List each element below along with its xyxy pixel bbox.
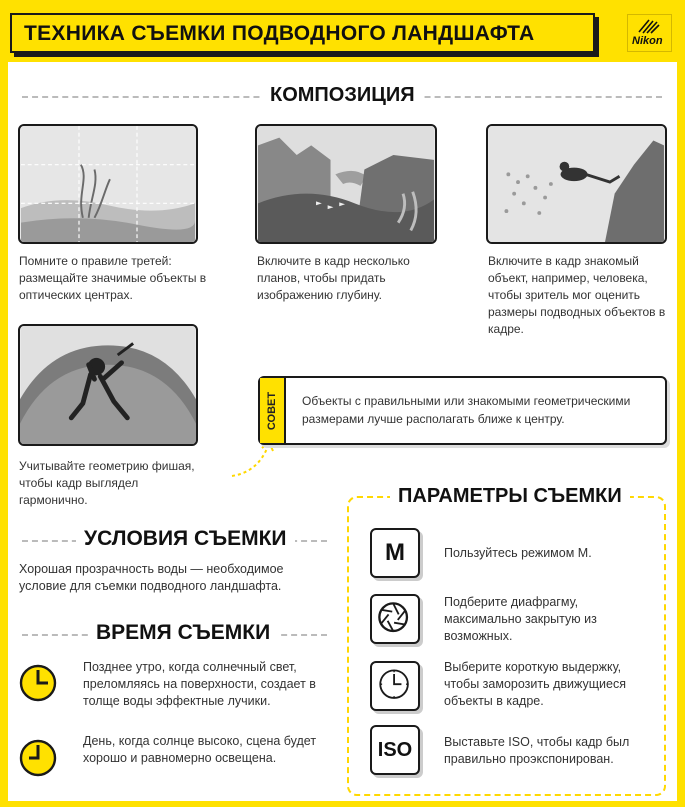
photo-rule-of-thirds [18,124,198,244]
time-item-2: День, когда солнце высоко, сцена будет хорошо и равномерно освещена. [83,734,317,765]
composition-heading: КОМПОЗИЦИЯ [262,84,423,107]
tip-label-tab [260,378,286,443]
iso-icon [370,725,420,775]
parameters-heading: ПАРАМЕТРЫ СЪЕМКИ [390,485,630,508]
time-heading: ВРЕМЯ СЪЕМКИ [88,621,278,645]
nikon-logo [627,14,672,52]
param-text-4: Выставьте ISO, чтобы кадр был правильно проэкспонирован. [444,735,630,766]
nikon-rays-icon [637,18,661,34]
shutter-clock-icon [370,661,420,711]
photo-layers [255,124,437,244]
param-text-2: Подберите диафрагму, максимально закрытую из возможных. [444,595,597,643]
caption-1: Помните о правиле третей: размещайте значимые объекты в оптических центрах. [19,254,207,302]
iso-label: ISO [377,738,413,761]
clock-quarter-icon [19,664,57,702]
brand-name: Nikon [632,35,663,47]
conditions-text: Хорошая прозрачность воды — необходимое условие для съемки подводного ландшафта. [19,562,284,593]
photo-diver [486,124,667,244]
mode-m-label: M [385,539,405,566]
tip-box [258,376,667,445]
aperture-icon [370,594,420,644]
mode-m-icon [370,528,420,578]
page-title-bar [10,13,595,53]
caption-4: Учитывайте геометрию фишая, чтобы кадр выглядел гармонично. [19,459,195,507]
param-text-1: Пользуйтесь режимом М. [444,546,592,560]
conditions-heading: УСЛОВИЯ СЪЕМКИ [76,527,295,551]
photo-fisheye [18,324,198,446]
tip-text: Объекты с правильными или знакомыми геометрическими размерами лучше располагать ближе к центру. [302,394,631,426]
param-text-3: Выберите короткую выдержку, чтобы заморозить движущиеся объекты в кадре. [444,660,626,708]
page-title: ТЕХНИКА СЪЕМКИ ПОДВОДНОГО ЛАНДШАФТА [24,22,535,45]
caption-2: Включите в кадр несколько планов, чтобы придать изображению глубину. [257,254,410,302]
time-item-1: Позднее утро, когда солнечный свет, преломляясь на поверхности, создает в толще воды эффектные лучики. [83,660,316,708]
clock-half-icon [19,739,57,777]
caption-3: Включите в кадр знакомый объект, например, человека, чтобы зритель мог оценить размеры подводных объектов в кадре. [488,254,666,336]
tip-label: СОВЕТ [266,391,278,430]
